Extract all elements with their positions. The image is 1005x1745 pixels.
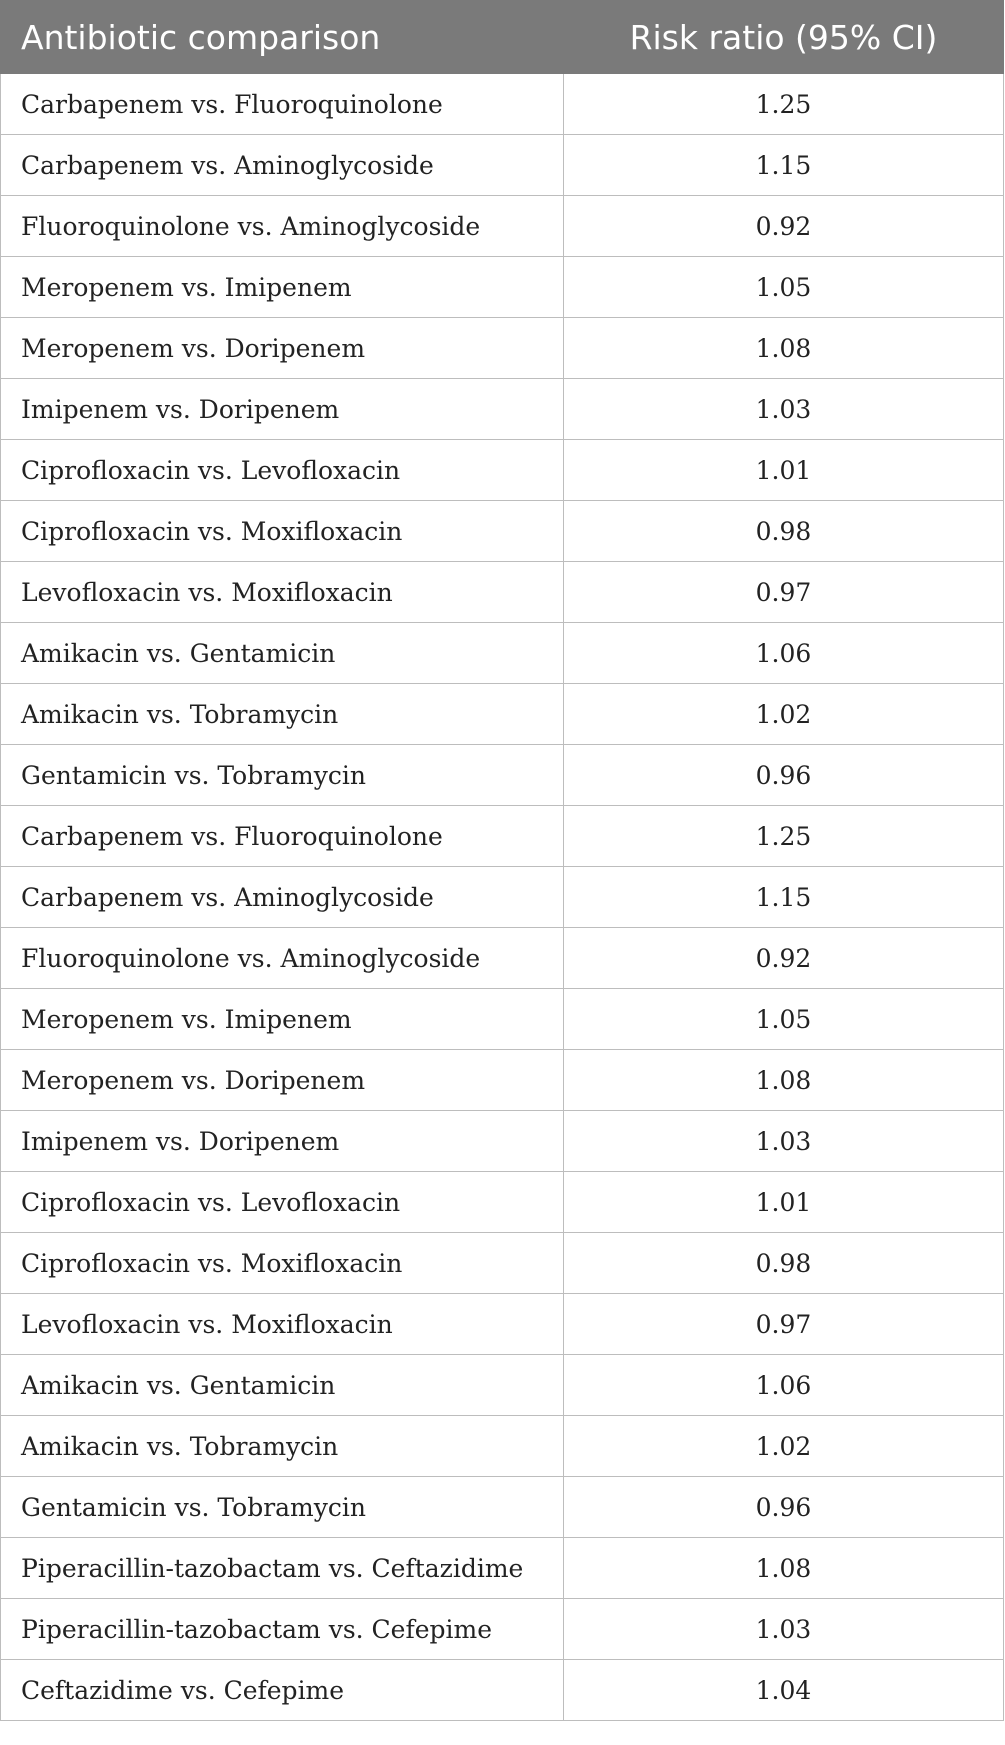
comparison-cell: Amikacin vs. Gentamicin (1, 1355, 564, 1416)
table-row (1, 1050, 1004, 1111)
risk-ratio-cell: 1.08 (564, 1050, 1004, 1111)
table-row (1, 623, 1004, 684)
table-row (1, 806, 1004, 867)
table-row (1, 440, 1004, 501)
comparison-cell: Amikacin vs. Tobramycin (1, 1416, 564, 1477)
comparison-cell: Amikacin vs. Gentamicin (1, 623, 564, 684)
comparison-cell: Carbapenem vs. Fluoroquinolone (1, 74, 564, 135)
risk-ratio-cell: 1.02 (564, 1416, 1004, 1477)
comparison-cell: Amikacin vs. Tobramycin (1, 684, 564, 745)
risk-ratio-cell: 1.01 (564, 440, 1004, 501)
comparison-cell: Ciprofloxacin vs. Moxifloxacin (1, 501, 564, 562)
table-header (1, 1, 1004, 74)
comparison-cell: Piperacillin-tazobactam vs. Cefepime (1, 1599, 564, 1660)
risk-ratio-cell: 1.03 (564, 1599, 1004, 1660)
table-row (1, 1477, 1004, 1538)
comparison-cell: Ciprofloxacin vs. Levofloxacin (1, 440, 564, 501)
risk-ratio-cell: 0.96 (564, 745, 1004, 806)
comparison-cell: Carbapenem vs. Aminoglycoside (1, 867, 564, 928)
risk-ratio-cell: 0.98 (564, 1233, 1004, 1294)
risk-ratio-cell: 1.05 (564, 257, 1004, 318)
comparison-cell: Meropenem vs. Imipenem (1, 257, 564, 318)
table-row (1, 379, 1004, 440)
risk-ratio-cell: 0.97 (564, 1294, 1004, 1355)
comparison-cell: Meropenem vs. Doripenem (1, 1050, 564, 1111)
table-row (1, 562, 1004, 623)
table-row (1, 1538, 1004, 1599)
comparison-cell: Meropenem vs. Doripenem (1, 318, 564, 379)
risk-ratio-cell: 0.98 (564, 501, 1004, 562)
risk-ratio-cell: 1.03 (564, 1111, 1004, 1172)
table-row (1, 1355, 1004, 1416)
table-row (1, 196, 1004, 257)
comparison-cell: Fluoroquinolone vs. Aminoglycoside (1, 196, 564, 257)
risk-ratio-cell: 1.03 (564, 379, 1004, 440)
column-header-risk-ratio: Risk ratio (95% CI) (564, 1, 1004, 74)
comparison-cell: Piperacillin-tazobactam vs. Ceftazidime (1, 1538, 564, 1599)
comparison-cell: Carbapenem vs. Aminoglycoside (1, 135, 564, 196)
comparison-cell: Ciprofloxacin vs. Levofloxacin (1, 1172, 564, 1233)
column-header-comparison: Antibiotic comparison (1, 1, 564, 74)
comparison-cell: Fluoroquinolone vs. Aminoglycoside (1, 928, 564, 989)
table-row (1, 745, 1004, 806)
risk-ratio-cell: 1.04 (564, 1660, 1004, 1721)
table-row (1, 74, 1004, 135)
table-row (1, 928, 1004, 989)
table-row (1, 684, 1004, 745)
risk-ratio-cell: 1.08 (564, 318, 1004, 379)
table-row (1, 1294, 1004, 1355)
table-row (1, 1416, 1004, 1477)
table-row (1, 501, 1004, 562)
table-body (1, 74, 1004, 1721)
comparison-cell: Levofloxacin vs. Moxifloxacin (1, 562, 564, 623)
table-row (1, 1172, 1004, 1233)
table-row (1, 135, 1004, 196)
risk-ratio-cell: 1.15 (564, 867, 1004, 928)
risk-ratio-cell: 1.01 (564, 1172, 1004, 1233)
comparison-cell: Gentamicin vs. Tobramycin (1, 745, 564, 806)
comparison-cell: Imipenem vs. Doripenem (1, 379, 564, 440)
comparison-cell: Meropenem vs. Imipenem (1, 989, 564, 1050)
comparison-cell: Ceftazidime vs. Cefepime (1, 1660, 564, 1721)
risk-ratio-cell: 1.05 (564, 989, 1004, 1050)
risk-ratio-cell: 0.92 (564, 928, 1004, 989)
risk-ratio-cell: 1.02 (564, 684, 1004, 745)
table-row (1, 1111, 1004, 1172)
risk-ratio-cell: 1.06 (564, 623, 1004, 684)
table-row (1, 989, 1004, 1050)
risk-ratio-cell: 1.15 (564, 135, 1004, 196)
risk-ratio-cell: 1.25 (564, 806, 1004, 867)
comparison-cell: Carbapenem vs. Fluoroquinolone (1, 806, 564, 867)
risk-ratio-cell: 0.97 (564, 562, 1004, 623)
table-row (1, 257, 1004, 318)
header-row (1, 1, 1004, 74)
comparison-cell: Levofloxacin vs. Moxifloxacin (1, 1294, 564, 1355)
risk-ratio-cell: 1.25 (564, 74, 1004, 135)
table-row (1, 1599, 1004, 1660)
comparison-cell: Imipenem vs. Doripenem (1, 1111, 564, 1172)
table-row (1, 1660, 1004, 1721)
comparison-cell: Ciprofloxacin vs. Moxifloxacin (1, 1233, 564, 1294)
risk-ratio-cell: 0.92 (564, 196, 1004, 257)
risk-ratio-cell: 0.96 (564, 1477, 1004, 1538)
table-row (1, 318, 1004, 379)
risk-ratio-cell: 1.06 (564, 1355, 1004, 1416)
risk-ratio-cell: 1.08 (564, 1538, 1004, 1599)
comparison-cell: Gentamicin vs. Tobramycin (1, 1477, 564, 1538)
table-row (1, 867, 1004, 928)
table-row (1, 1233, 1004, 1294)
